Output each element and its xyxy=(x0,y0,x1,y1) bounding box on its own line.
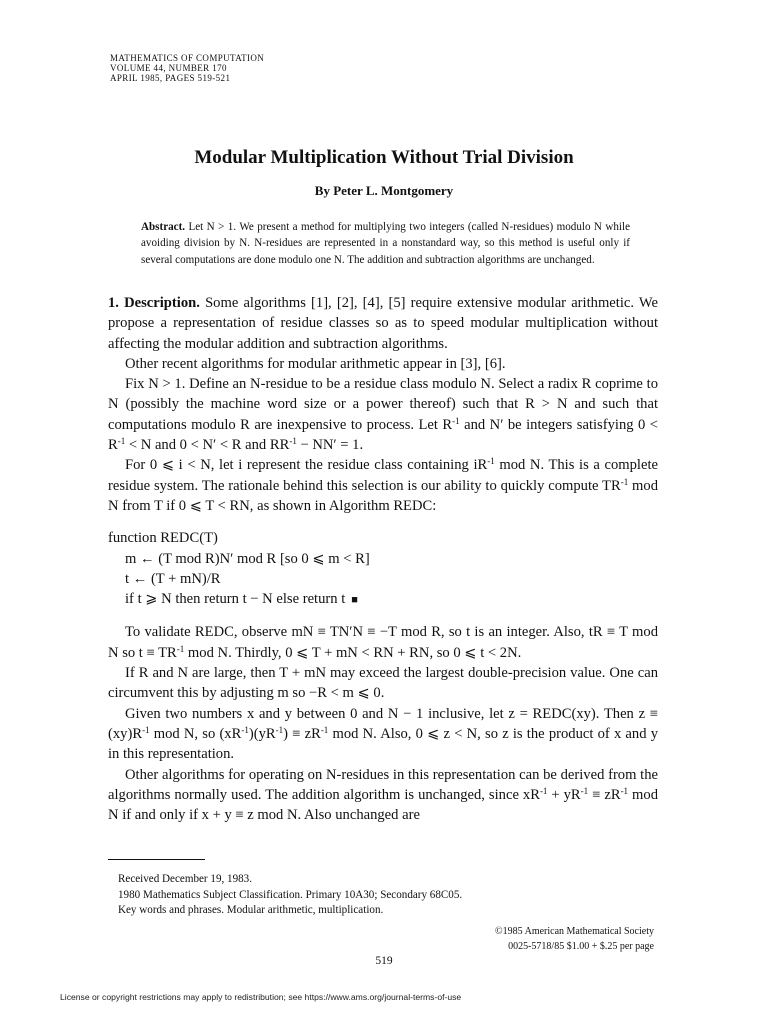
paper-title: Modular Multiplication Without Trial Division xyxy=(194,147,574,168)
journal-header xyxy=(110,53,264,83)
exponent-superscript: -1 xyxy=(452,415,460,426)
algorithm-signature: function REDC(T) xyxy=(108,530,218,547)
footnotes xyxy=(118,872,462,919)
exponent-superscript: -1 xyxy=(117,436,126,447)
copyright-society: ©1985 American Mathematical Society xyxy=(495,926,654,937)
journal-date-pages: APRIL 1985, PAGES 519-521 xyxy=(110,73,231,83)
exponent-superscript: -1 xyxy=(320,724,329,735)
key-words: Key words and phrases. Modular arithmetic, multiplication. xyxy=(118,904,384,916)
exponent-superscript: -1 xyxy=(620,476,629,487)
page-number: 519 xyxy=(375,955,393,967)
journal-name: MATHEMATICS OF COMPUTATION xyxy=(110,53,265,63)
end-of-proof-mark: ■ xyxy=(351,594,358,607)
paragraph-residue-system: For 0 ⩽ i < N, let i represent the residue class containing $iR^{-1}$ mod N. This is a complete residue system. The rationale behind this selection is our ability to quickly compute $TR^{-1}$ mod N from T if 0 ⩽ T < RN, as shown in Algorithm REDC: xyxy=(108,456,658,514)
journal-volume: VOLUME 44, NUMBER 170 xyxy=(110,63,227,73)
exponent-superscript: -1 xyxy=(487,456,495,467)
author-byline: By Peter L. Montgomery xyxy=(314,183,454,198)
paragraph-validation: To validate REDC, observe mN ≡ TN′N ≡ −T mod R, so t is an integer. Also, tR ≡ T mod N so $t \equiv TR^{-1}$ mod N. Thirdly, 0 ⩽ T + mN < RN + RN, so 0 ⩽ t < 2N. xyxy=(108,624,658,661)
exponent-superscript: -1 xyxy=(580,785,589,796)
footnote-rule xyxy=(108,859,205,860)
paragraph-product: Given two numbers x and y between 0 and N − 1 inclusive, let z = REDC(xy). Then $z \equiv (xy)R^{-1}$ mod N, so $(xR^{-1})(yR^{-1}) \equiv zR^{-1}$ mod N. Also, 0 ⩽ z < N, so z is the product of x and y in this representation. xyxy=(108,705,658,763)
exponent-superscript: -1 xyxy=(620,785,629,796)
abstract-text: Let N > 1. We present a method for multiplying two integers (called N-residues) modulo N while avoiding division by N. N-residues are represented in a nonstandard way, so this method is useful only if several computations are done modulo one N. The addition and subtraction algorithms are unchanged. xyxy=(141,221,630,266)
paragraph-description: 1. Description. Some algorithms [1], [2], [4], [5] require extensive modular arithmetic. We propose a representation of residue classes so as to speed modular multiplication without affecting the modular addition and subtraction algorithms. xyxy=(108,295,658,352)
abstract-label: Abstract. xyxy=(141,221,186,233)
abstract xyxy=(141,219,630,268)
exponent-superscript: -1 xyxy=(241,724,249,735)
paragraph-overflow: If R and N are large, then T + mN may exceed the largest double-precision value. One can circumvent this by adjusting m so −R < m ⩽ 0. xyxy=(108,665,658,702)
main-text xyxy=(108,293,658,825)
exponent-superscript: -1 xyxy=(142,724,150,735)
algorithm-line: t ← (T + mN)/R xyxy=(125,570,221,587)
paragraph-definitions: Fix N > 1. Define an N-residue to be a residue class modulo N. Select a radix R coprime to N (possibly the machine word size or a power thereof) such that R > N and such that computations modulo R are inexpensive to process. Let $R^{-1}$ and N′ be integers satisfying $0 < R^{-1} < N$ and 0 < N′ < R and $RR^{-1} - NN' = 1$. xyxy=(108,376,658,454)
subject-classification: 1980 Mathematics Subject Classification. Primary 10A30; Secondary 68C05. xyxy=(118,888,463,901)
algorithm-line: m ← (T mod R)N′ mod R [so 0 ⩽ m < R] xyxy=(125,550,370,567)
exponent-superscript: -1 xyxy=(289,436,297,447)
exponent-superscript: -1 xyxy=(275,724,284,735)
copyright-notice xyxy=(495,924,654,954)
paragraph-other-algorithms: Other algorithms for operating on N-residues in this representation can be derived from the algorithms normally used. The addition algorithm is unchanged, since $xR^{-1} + yR^{-1} \equiv zR^{-1}$ mod N if and only if x + y ≡ z mod N. Also unchanged are xyxy=(108,766,658,824)
algorithm-redc xyxy=(108,528,658,610)
exponent-superscript: -1 xyxy=(539,785,548,796)
received-date: Received December 19, 1983. xyxy=(118,873,252,885)
section-heading: 1. Description. xyxy=(108,295,200,311)
copyright-price: 0025-5718/85 $1.00 + $.25 per page xyxy=(508,941,654,952)
license-notice: License or copyright restrictions may apply to redistribution; see https://www.ams.org/journal-terms-of-use xyxy=(60,992,462,1002)
algorithm-line: if t ⩾ N then return t − N else return t ■ xyxy=(125,591,358,608)
exponent-superscript: -1 xyxy=(176,643,185,654)
paragraph-recent-algorithms: Other recent algorithms for modular arithmetic appear in [3], [6]. xyxy=(125,355,506,372)
